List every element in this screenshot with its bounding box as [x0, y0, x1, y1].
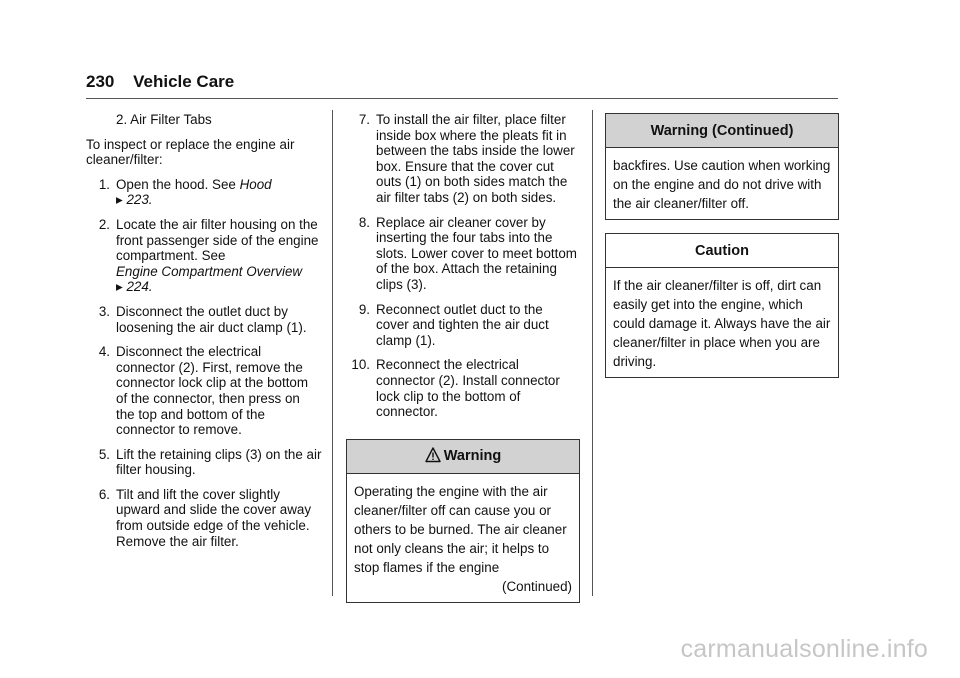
step-10: 10. Reconnect the electrical connector (2). Install connector lock clip to the bottom of connector. — [351, 357, 560, 420]
caution-box — [605, 233, 839, 378]
column-divider-1 — [332, 110, 333, 596]
warning-box — [346, 439, 580, 603]
warning-header — [347, 440, 579, 474]
column-2 — [346, 112, 578, 429]
warning-continued-body: backfires. Use caution when working on the engine and do not drive with the air cleaner/filter off. — [613, 158, 831, 211]
cross-ref-hood[interactable]: Hood — [239, 176, 272, 192]
warning-continued-title: Warning (Continued) — [606, 114, 838, 148]
step-6: 6. Tilt and lift the cover slightly upward and slide the cover away from outside edge of the vehicle. Remove the air filter. — [98, 486, 312, 549]
warning-body: Operating the engine with the air cleaner/filter off can cause you or others to be burned. The air cleaner not only cleans the air; it helps to stop flames if the engine (Continued) — [354, 484, 572, 594]
column-divider-2 — [592, 110, 593, 596]
step-7: 7. To install the air filter, place filter inside box where the pleats fit in between the tabs inside the lower box. Ensure that the cover cut outs (1) on both sides match the air filter tabs (2) on both sides. — [358, 112, 575, 205]
step-2: 2. Locate the air filter housing on the front passenger side of the engine compartment. See Engine Compartment Overview ▸ 224. — [98, 216, 319, 295]
page-ref-223[interactable]: 223. — [126, 192, 153, 208]
continued-label: (Continued) — [502, 579, 572, 594]
step-8: 8. Replace air cleaner cover by inserting the four tabs into the slots. Lower cover to meet bottom of the box. Attach the retaining clips (3). — [358, 214, 577, 292]
header-rule — [86, 98, 838, 99]
step-9: 9. Reconnect outlet duct to the cover and tighten the air duct clamp (1). — [358, 301, 549, 348]
arrow-ref-icon: ▸ — [116, 279, 123, 295]
caution-body: If the air cleaner/filter is off, dirt can easily get into the engine, which could damage it. Always have the air cleaner/filter in place when you are driving. — [613, 278, 831, 369]
warning-title: Warning — [443, 448, 502, 464]
page-header — [86, 72, 234, 92]
warning-triangle-icon — [425, 447, 441, 467]
warning-continued-box — [605, 113, 839, 220]
arrow-ref-icon: ▸ — [116, 192, 123, 208]
page-ref-224[interactable]: 224. — [126, 279, 153, 295]
step-5: 5. Lift the retaining clips (3) on the air filter housing. — [98, 446, 322, 478]
step-1: 1. Open the hood. See Hood ▸ 223. — [98, 176, 272, 208]
page-number: 230 — [86, 72, 115, 91]
caution-title: Caution — [606, 234, 838, 268]
watermark: carmanualsonline.info — [680, 635, 928, 663]
step-4: 4. Disconnect the electrical connector (2). First, remove the connector lock clip at the bottom of the connector, then press on the top and bottom of the connector to remove. — [98, 344, 309, 438]
intro-text: To inspect or replace the engine air cleaner/filter: — [86, 136, 295, 168]
section-title: Vehicle Care — [133, 72, 235, 91]
step-3: 3. Disconnect the outlet duct by loosening the air duct clamp (1). — [98, 303, 307, 335]
figure-caption: 2. Air Filter Tabs — [116, 112, 212, 127]
column-1 — [86, 112, 322, 558]
cross-ref-engine-compartment[interactable]: Engine Compartment Overview — [116, 263, 303, 279]
